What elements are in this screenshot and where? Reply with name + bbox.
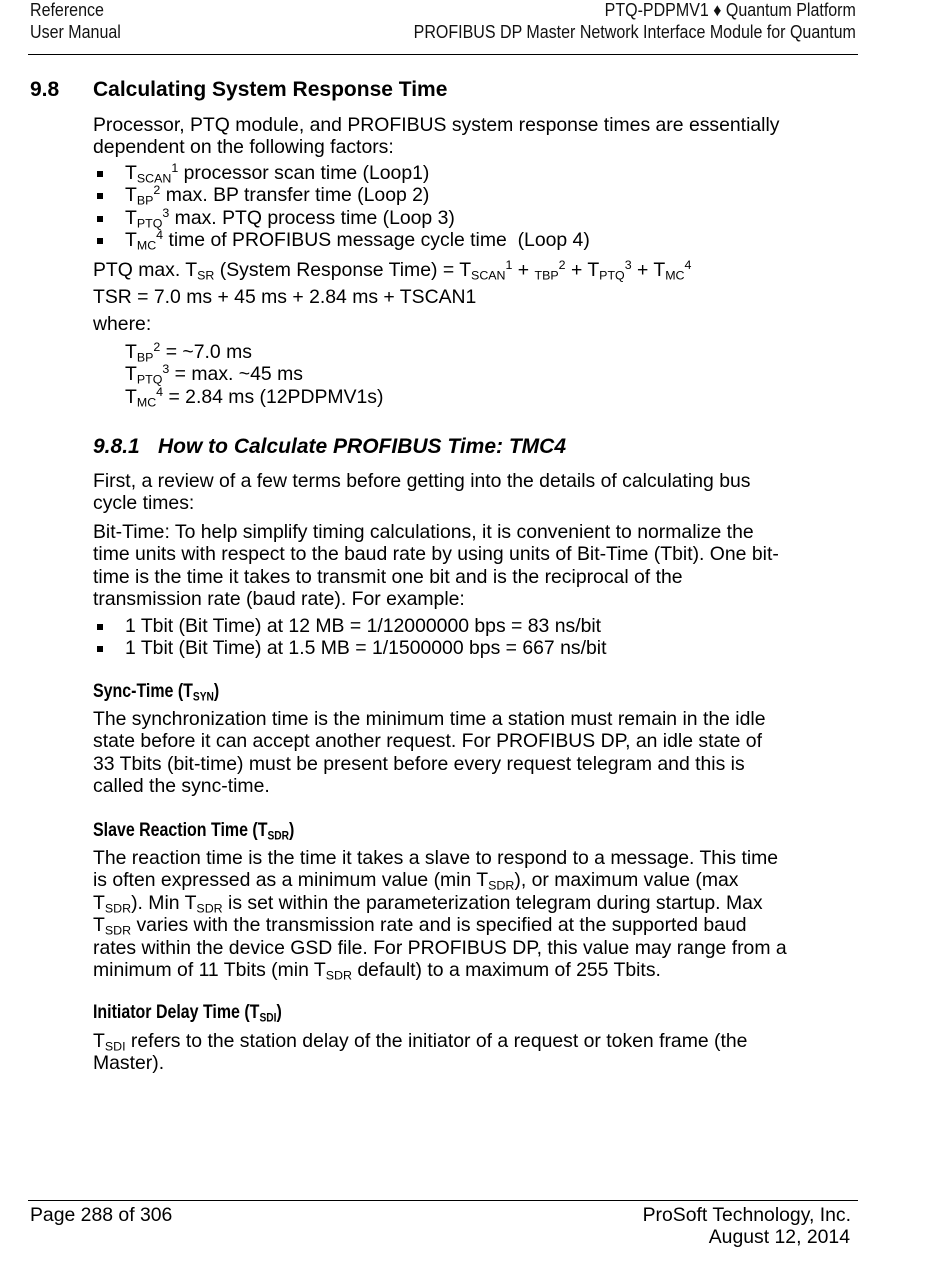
subscript: SDR (104, 923, 132, 938)
subscript: MC (665, 268, 685, 283)
text-run: T (125, 229, 137, 252)
text-run: Slave Reaction Time (T (93, 820, 268, 841)
initiator-delay-time-heading (93, 1002, 282, 1024)
text-run: = ~7.0 ms (160, 341, 252, 363)
subscript: SDI (259, 1010, 277, 1025)
text-run: + T (565, 259, 600, 281)
text-run: varies with the transmission rate and is specified at the supported baud (131, 914, 747, 937)
paragraph-line (93, 869, 787, 891)
paragraph-line (93, 847, 787, 869)
superscript: 4 (684, 258, 692, 273)
superscript: 3 (162, 362, 170, 377)
bullet-marker (97, 171, 103, 177)
text-run: PROFIBUS DP Master Network Interface Module for Quantum (413, 22, 856, 42)
text-run: T (125, 184, 137, 207)
definition-line (125, 386, 383, 408)
footer-rule (28, 1200, 858, 1201)
text-run: rates within the device GSD file. For PROFIBUS DP, this value may range from a (93, 936, 787, 959)
text-run: processor scan time (Loop1) (178, 162, 430, 184)
section-intro (93, 114, 779, 159)
text-run: called the sync-time. (93, 775, 270, 798)
text-run: 1 Tbit (Bit Time) at 1.5 MB = 1/1500000 bps = 667 ns/bit (125, 637, 607, 660)
publication-date: August 12, 2014 (708, 1226, 850, 1248)
text-run: T (93, 914, 105, 937)
paragraph-line (93, 937, 787, 959)
text-run: = max. ~45 ms (169, 363, 303, 386)
header-line (414, 0, 856, 21)
paragraph-line (93, 521, 779, 543)
text-run: ) (289, 820, 295, 841)
text-run: default) to a maximum of 255 Tbits. (351, 959, 661, 982)
paragraph-line (93, 1052, 747, 1074)
subscript: SDR (325, 968, 352, 983)
subscript: SR (197, 268, 215, 283)
text-run: 33 Tbits (bit-time) must be present before every request telegram and this is (93, 752, 745, 775)
text-run: is set within the parameterization telegram during startup. Max (222, 891, 763, 914)
text-run: + T (631, 259, 666, 281)
list-item (125, 207, 590, 229)
text-run: max. PTQ process time (Loop 3) (169, 206, 455, 229)
text-run: T (125, 206, 137, 229)
subscript: SYN (192, 689, 214, 704)
text-run: = 2.84 ms (12PDPMV1s) (163, 385, 384, 408)
header-line (30, 21, 121, 43)
subscript: PTQ (136, 216, 163, 231)
paragraph-line (93, 753, 765, 775)
bit-time-example-list (125, 615, 606, 660)
slave-reaction-time-paragraph (93, 847, 787, 981)
text-run: + (512, 259, 535, 281)
paragraph-line (93, 492, 750, 514)
superscript: 2 (153, 183, 161, 198)
subsection-intro (93, 470, 750, 515)
paragraph-line (93, 959, 787, 981)
bit-time-paragraph (93, 521, 779, 611)
list-item (125, 229, 590, 251)
list-item (125, 162, 590, 184)
text-run: The synchronization time is the minimum time a station must remain in the idle (93, 708, 766, 730)
subsection-title: How to Calculate PROFIBUS Time: TMC4 (158, 435, 566, 458)
text-run: PTQ-PDPMV1 ♦ Quantum Platform (604, 0, 856, 20)
company-name: ProSoft Technology, Inc. (642, 1204, 851, 1226)
bullet-marker (97, 624, 103, 630)
bullet-marker (97, 216, 103, 222)
paragraph-line (93, 1030, 747, 1052)
paragraph-line (93, 730, 765, 752)
paragraph-line (93, 470, 750, 492)
text-run: ). Min T (131, 891, 197, 914)
text-run: T (93, 891, 105, 914)
paragraph-line (93, 313, 151, 335)
paragraph-line (93, 543, 779, 565)
text-run: ) (276, 1002, 282, 1023)
text-run: T (125, 162, 137, 184)
superscript: 1 (505, 258, 513, 273)
sync-time-heading (93, 681, 219, 703)
paragraph-line (93, 566, 779, 588)
header-left (30, 0, 121, 43)
superscript: 4 (156, 384, 164, 399)
where-label (93, 313, 151, 335)
superscript: 3 (162, 205, 170, 220)
slave-reaction-time-heading (93, 820, 294, 842)
section-number: 9.8 (30, 78, 60, 101)
bullet-marker (97, 193, 103, 199)
text-run: minimum of 11 Tbits (min T (93, 959, 326, 982)
formula-line (93, 286, 476, 308)
text-run: T (125, 385, 137, 408)
subscript: SDI (104, 1039, 126, 1054)
subscript: SDR (267, 828, 290, 843)
text-run: refers to the station delay of the initiator of a request or token frame (the (125, 1030, 748, 1052)
list-item (125, 184, 590, 206)
text-run: time units with respect to the baud rate by using units of Bit-Time (Tbit). One bit- (93, 543, 779, 566)
paragraph-line (93, 708, 765, 730)
subscript: SCAN (471, 268, 506, 283)
subscript: PTQ (136, 372, 163, 387)
text-run: max. BP transfer time (Loop 2) (160, 184, 430, 207)
formula-line (93, 259, 691, 281)
text-run: time is the time it takes to transmit one bit and is the reciprocal of the (93, 565, 683, 588)
bullet-marker (97, 238, 103, 244)
text-run: 1 Tbit (Bit Time) at 12 MB = 1/12000000 bps = 83 ns/bit (125, 615, 602, 637)
response-time-formula (93, 259, 691, 281)
header-rule (28, 54, 858, 55)
text-run: is often expressed as a minimum value (min T (93, 869, 489, 892)
subscript: BP (136, 350, 154, 365)
text-run: Reference (30, 0, 104, 20)
text-run: Sync-Time (T (93, 681, 193, 702)
text-run: ) (213, 681, 220, 702)
factor-list (125, 162, 590, 252)
page-number: Page 288 of 306 (30, 1204, 173, 1226)
text-run: where: (93, 313, 152, 335)
text-run: dependent on the following factors: (93, 136, 394, 159)
header-line (30, 0, 121, 21)
paragraph-line (93, 588, 779, 610)
list-item (125, 615, 606, 637)
subscript: SDR (196, 901, 223, 916)
sync-time-paragraph (93, 708, 765, 798)
text-run: (System Response Time) = T (214, 259, 472, 281)
text-run: PTQ max. T (93, 259, 198, 281)
text-run: Initiator Delay Time (T (93, 1002, 260, 1023)
text-run: Processor, PTQ module, and PROFIBUS system response times are essentially (93, 114, 780, 136)
subscript: MC (136, 395, 157, 410)
superscript: 3 (624, 258, 632, 273)
paragraph-line (93, 914, 787, 936)
text-run: state before it can accept another request. For PROFIBUS DP, an idle state of (93, 730, 762, 753)
text-run: time of PROFIBUS message cycle time (Loop 4) (163, 229, 590, 252)
response-time-sum (93, 286, 476, 308)
subscript: SCAN (136, 171, 172, 186)
text-run: ), or maximum value (max (514, 869, 739, 892)
paragraph-line (93, 136, 779, 158)
definition-line (125, 363, 383, 385)
text-run: Master). (93, 1052, 165, 1075)
text-run: The reaction time is the time it takes a slave to respond to a message. This time (93, 847, 779, 869)
text-run: TSR = 7.0 ms + 45 ms + 2.84 ms + TSCAN1 (93, 286, 477, 308)
where-list (125, 341, 383, 408)
list-item (125, 637, 606, 659)
subscript: MC (136, 238, 157, 253)
text-run: cycle times: (93, 492, 195, 515)
superscript: 1 (171, 161, 179, 176)
definition-line (125, 341, 383, 363)
superscript: 2 (558, 258, 566, 273)
paragraph-line (93, 775, 765, 797)
text-run: T (93, 1030, 105, 1052)
paragraph-line (93, 114, 779, 136)
text-run: transmission rate (baud rate). For example: (93, 588, 465, 611)
text-run: T (125, 341, 137, 363)
bullet-marker (97, 646, 103, 652)
subscript: TBP (534, 268, 559, 283)
subscript: BP (136, 193, 154, 208)
text-run: User Manual (30, 22, 121, 42)
initiator-delay-time-paragraph (93, 1030, 747, 1075)
subscript: SDR (104, 901, 132, 916)
superscript: 4 (156, 228, 164, 243)
subscript: PTQ (599, 268, 625, 283)
subsection-number: 9.8.1 (93, 435, 140, 458)
text-run: T (125, 363, 137, 386)
paragraph-line (93, 892, 787, 914)
section-title: Calculating System Response Time (93, 78, 448, 101)
text-run: First, a review of a few terms before getting into the details of calculating bus (93, 470, 751, 492)
subscript: SDR (488, 878, 515, 893)
header-line (414, 21, 856, 43)
text-run: Bit-Time: To help simplify timing calculations, it is convenient to normalize the (93, 521, 754, 543)
header-right (414, 0, 856, 43)
superscript: 2 (153, 340, 161, 355)
